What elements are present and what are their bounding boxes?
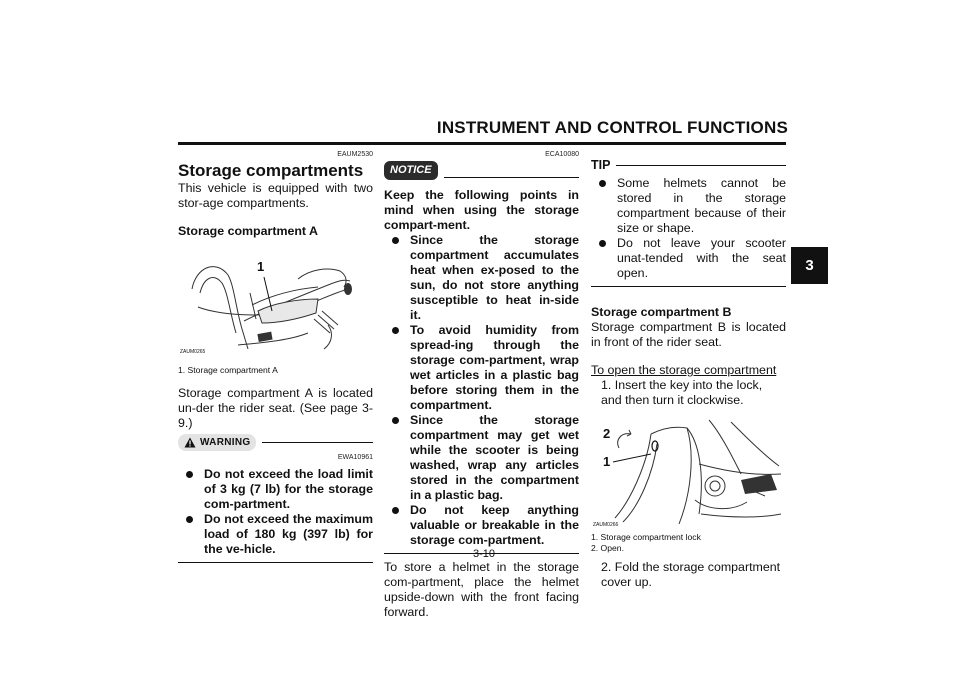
subheading-compartment-a: Storage compartment A <box>178 224 318 238</box>
warning-list <box>178 467 373 557</box>
page-number: 3-10 <box>472 548 496 560</box>
notice-item: Do not keep anything valuable or breakable in the storage com-partment. <box>392 503 579 548</box>
step-2: 2. Fold the storage compartment cover up. <box>601 560 781 589</box>
storage-lock-illustration <box>591 414 783 530</box>
procedure-title: To open the storage compartment <box>591 363 777 377</box>
chapter-tab[interactable]: 3 <box>791 247 828 284</box>
warning-label: WARNING <box>200 437 251 448</box>
warning-item: Do not exceed the load limit of 3 kg (7 lb) for the storage com-partment. <box>186 467 373 512</box>
warning-rule <box>262 442 373 443</box>
notice-item: Since the storage compartment may get wet while the scooter is being washed, wrap any articles stored in the compartment in a plastic bag. <box>392 413 579 503</box>
step-1: 1. Insert the key into the lock, and then turn it clockwise. <box>601 378 763 407</box>
tip-header <box>591 158 786 173</box>
header-rule <box>178 142 786 145</box>
notice-badge: NOTICE <box>384 161 438 180</box>
tip-list <box>591 176 786 281</box>
figure-caption: 1. Storage compartment lock <box>591 532 701 542</box>
warning-badge <box>178 434 256 451</box>
notice-item: Since the storage compartment accumulates heat when ex-posed to the sun, do not store anything susceptible to heat in-side it. <box>392 233 579 323</box>
warning-end-rule <box>178 562 373 563</box>
intro-text: This vehicle is equipped with two stor-age compartments. <box>178 181 373 210</box>
figure-compartment-a <box>178 249 366 361</box>
notice-rule <box>444 177 579 178</box>
scooter-seat-illustration <box>178 249 366 361</box>
tip-end-rule <box>591 286 786 287</box>
notice-list <box>384 233 579 548</box>
compartment-a-text: Storage compartment A is located un-der the rider seat. (See page 3-9.) <box>178 386 373 430</box>
tip-rule <box>616 165 786 166</box>
figure-callout-lock: 1 <box>603 454 611 469</box>
tip-item: Some helmets cannot be stored in the storage compartment because of their size or shape. <box>599 176 786 236</box>
warning-header <box>178 434 373 451</box>
section-code: EAUM2530 <box>337 151 373 158</box>
notice-item: To avoid humidity from spread-ing through the storage com-partment, wrap wet articles in a plastic bag before storing them in the compartment. <box>392 323 579 413</box>
figure-compartment-b <box>591 414 783 530</box>
compartment-b-text: Storage compartment B is located in front of the rider seat. <box>591 320 786 349</box>
figure-callout: 1 <box>257 259 265 274</box>
tip-item: Do not leave your scooter unat-tended with the seat open. <box>599 236 786 281</box>
figure-code: ZAUM0265 <box>180 349 206 355</box>
figure-callout-open: 2 <box>603 426 611 441</box>
warning-triangle-icon <box>184 437 196 448</box>
warning-item: Do not exceed the maximum load of 180 kg (397 lb) for the ve-hicle. <box>186 512 373 557</box>
figure-code: ZAUM0266 <box>593 522 619 528</box>
helmet-text: To store a helmet in the storage com-partment, place the helmet upside-down with the front facing forward. <box>384 560 579 619</box>
notice-code: ECA10080 <box>545 151 579 158</box>
subheading-compartment-b: Storage compartment B <box>591 305 732 319</box>
column-1 <box>178 150 373 563</box>
notice-header <box>384 161 579 180</box>
notice-intro: Keep the following points in mind when using the storage compart-ment. <box>384 188 579 232</box>
section-heading: Storage compartments <box>178 161 364 180</box>
figure-caption: 2. Open. <box>591 543 624 553</box>
figure-caption: 1. Storage compartment A <box>178 365 278 375</box>
page-header-title: INSTRUMENT AND CONTROL FUNCTIONS <box>436 118 788 137</box>
column-3 <box>591 150 786 590</box>
warning-code: EWA10961 <box>337 454 373 461</box>
tip-label: TIP <box>591 158 611 172</box>
